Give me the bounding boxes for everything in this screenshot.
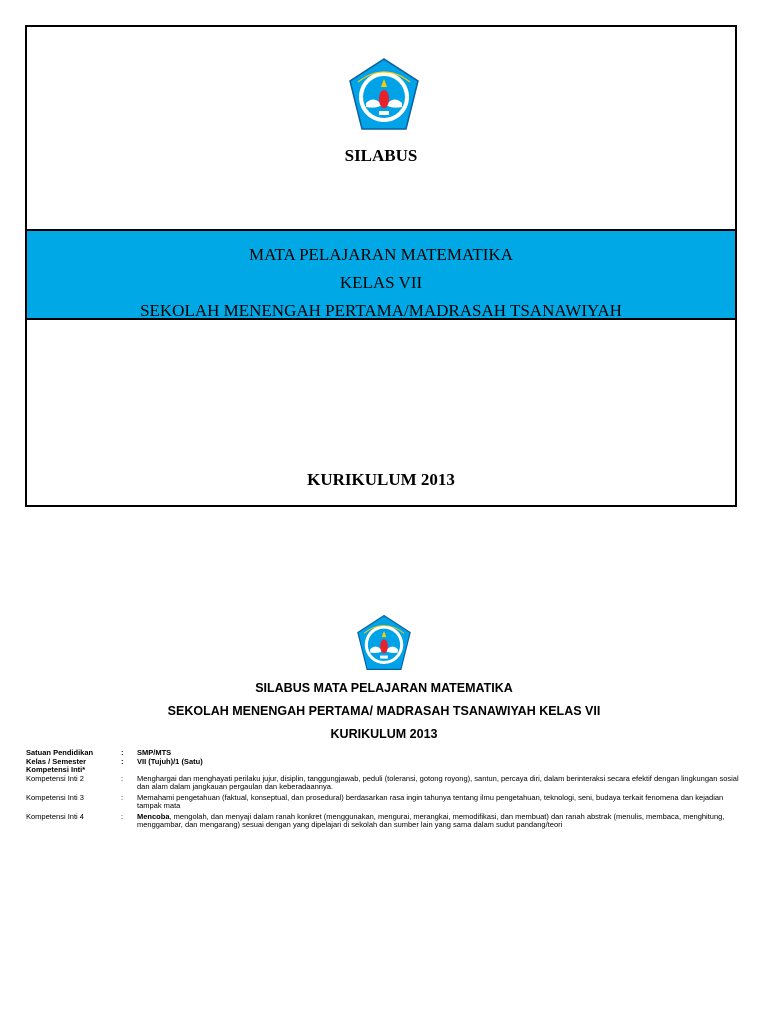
school-heading: SEKOLAH MENENGAH PERTAMA/ MADRASAH TSANAWIYAH KELAS VII [167, 704, 601, 718]
info-value: SMP/MTS [137, 748, 172, 757]
info-colon: : [121, 748, 124, 757]
cover-school-level: SEKOLAH MENENGAH PERTAMA/MADRASAH TSANAWIYAH [140, 301, 622, 320]
cover-class: KELAS VII [339, 273, 423, 292]
info-value: Memahami pengetahuan (faktual, konseptual, dan prosedural) berdasarkan rasa ingin tahunya tentang ilmu pengetahuan, teknologi, seni, budaya terkait fenomena dan kejadian tampak mata [137, 792, 724, 810]
cover-subject: MATA PELAJARAN MATEMATIKA [248, 245, 514, 264]
syllabus-info-table [26, 749, 741, 830]
cover-curriculum: KURIKULUM 2013 [307, 470, 455, 489]
info-value [137, 813, 741, 830]
info-colon: : [121, 756, 124, 766]
syllabus-heading: SILABUS MATA PELAJARAN MATEMATIKA [255, 681, 513, 695]
info-colon: : [121, 792, 124, 802]
info-value-emphasis: Mencoba [137, 811, 170, 821]
info-label: Satuan Pendidikan [26, 748, 94, 757]
curriculum-heading: KURIKULUM 2013 [330, 727, 438, 741]
info-row-ki3 [26, 794, 741, 811]
info-colon: : [121, 811, 124, 821]
info-label: Kompetensi Inti 3 [26, 792, 84, 802]
info-label: Kompetensi Inti* [26, 765, 86, 774]
info-label: Kompetensi Inti 4 [26, 811, 84, 821]
tut-wuri-handayani-logo [346, 614, 422, 674]
info-label: Kompetensi Inti 2 [26, 773, 84, 783]
info-colon: : [121, 773, 124, 783]
info-label: Kelas / Semester [26, 756, 87, 766]
info-row-ki4 [26, 813, 741, 830]
info-value: Menghargai dan menghayati perilaku jujur, disiplin, tanggungjawab, peduli (toleransi, gotong royong), santun, percaya diri, dalam berinteraksi secara efektif dengan lingkungan sosial dan alam dalam jangkauan pergaulan dan keberadaannya. [137, 773, 739, 791]
cover-band [27, 229, 735, 320]
cover-page [25, 25, 737, 507]
tut-wuri-handayani-logo [346, 57, 422, 135]
info-row-satuan [26, 749, 741, 758]
info-value: VII (Tujuh)/1 (Satu) [137, 756, 203, 766]
info-value-rest: , mengolah, dan menyaji dalam ranah konkret (menggunakan, mengurai, merangkai, memodifikasi, dan membuat) dan ranah abstrak (menulis, membaca, menghitung, menggambar, dan mengarang) sesuai dengan yang dipelajari di sekolah dan sumber lain yang sama dalam sudut pandang/teori [137, 811, 725, 829]
cover-title: SILABUS [344, 146, 418, 165]
info-row-ki2 [26, 775, 741, 792]
info-row-kelas [26, 758, 741, 767]
